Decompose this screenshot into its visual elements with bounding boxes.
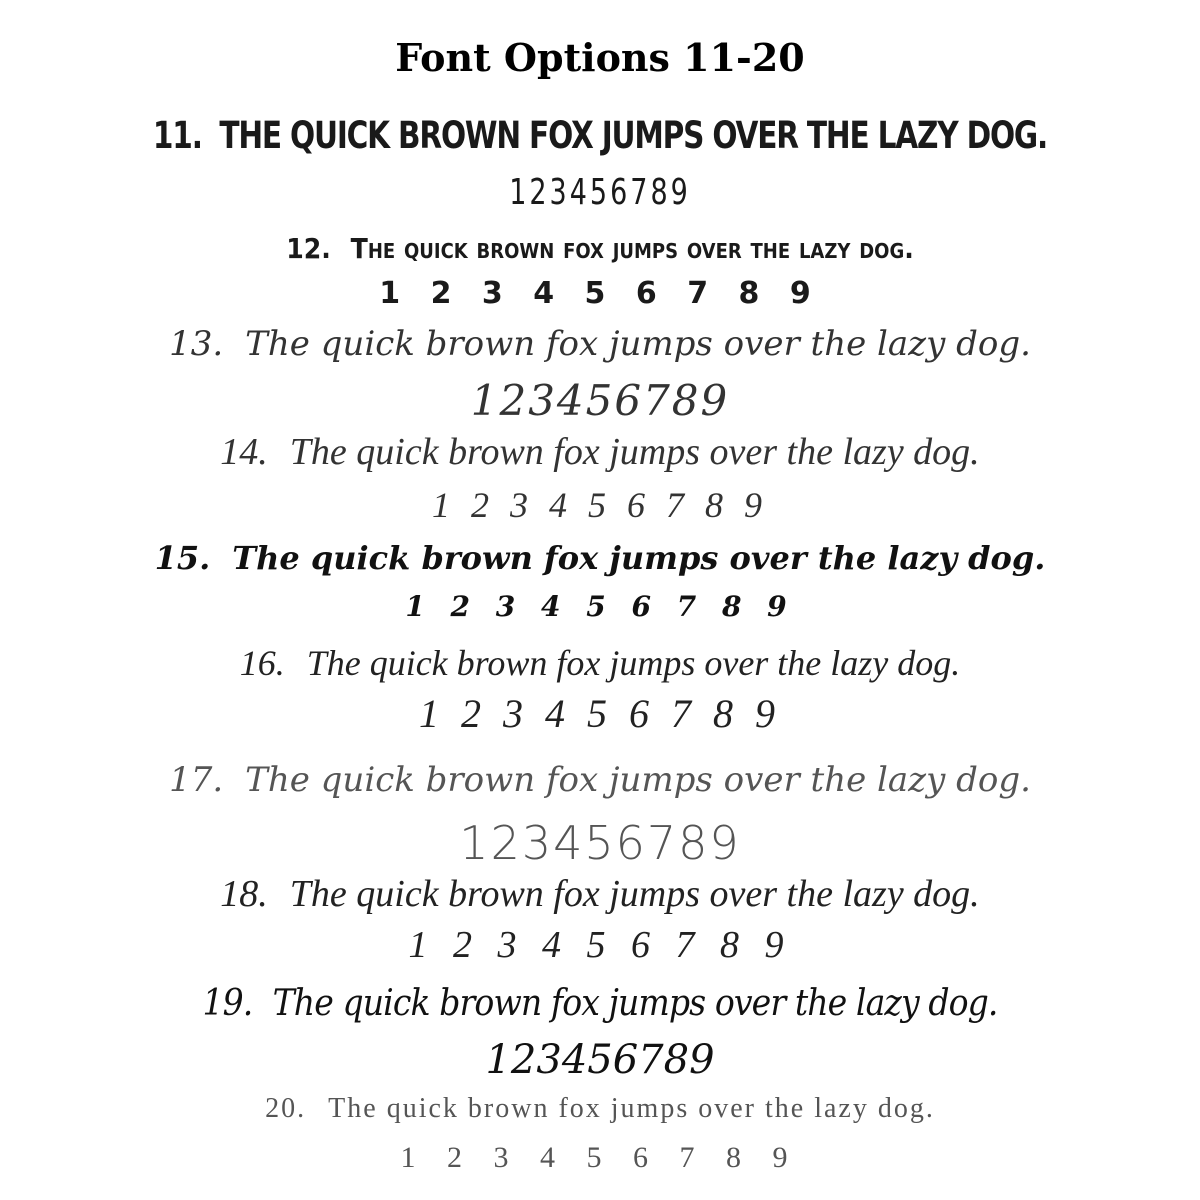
font-18-sample: The quick brown fox jumps over the lazy dog. [289,873,980,915]
font-14-digits: 1 2 3 4 5 6 7 8 9 [432,485,768,525]
font-12-number: 12. [286,232,331,265]
font-12-digits: 1 2 3 4 5 6 7 8 9 [379,276,821,311]
font-19-number: 19. [202,983,253,1024]
font-18-sample-line [0,866,1200,922]
font-12-sample-line [60,226,1140,272]
font-20-sample: The quick brown fox jumps over the lazy dog. [328,1093,935,1124]
page-title: Font Options 11-20 [395,35,805,80]
font-17-digits: 123456789 [459,816,741,870]
font-13-digits: 123456789 [470,376,730,425]
font-20-number: 20. [265,1093,307,1124]
font-14-number: 14. [220,431,268,473]
font-16-digits: 1 2 3 4 5 6 7 8 9 [419,691,781,736]
font-13-number: 13. [169,324,224,364]
font-20-digits: 1 2 3 4 5 6 7 8 9 [400,1141,800,1174]
font-17-number: 17. [169,760,224,800]
font-16-sample-line [0,636,1200,690]
font-12-sample: The quick brown fox jumps over the lazy dog. [350,232,914,265]
font-17-sample-line [0,752,1200,808]
font-20-sample-line [0,1086,1200,1132]
font-13-sample: The quick brown fox jumps over the lazy dog. [245,324,1031,364]
font-11-number: 11. [152,114,202,157]
font-19-sample-line [48,976,1152,1032]
font-11-sample: THE QUICK BROWN FOX JUMPS OVER THE LAZY DOG. [219,114,1048,157]
font-11-digits: 123456789 [509,172,691,213]
font-18-number: 18. [220,873,268,915]
font-19-digits: 123456789 [485,1037,715,1083]
font-15-sample: The quick brown fox jumps over the lazy dog. [232,539,1046,577]
font-19-sample: The quick brown fox jumps over the lazy dog. [272,983,998,1024]
font-17-sample: The quick brown fox jumps over the lazy dog. [245,760,1031,800]
font-15-digits: 1 2 3 4 5 6 7 8 9 [405,590,795,623]
font-11-sample-line [120,108,1080,164]
font-16-sample: The quick brown fox jumps over the lazy dog. [306,643,961,683]
font-16-number: 16. [239,643,285,683]
font-14-sample: The quick brown fox jumps over the lazy dog. [289,431,980,473]
font-13-sample-line [0,316,1200,372]
font-15-number: 15. [154,539,211,577]
font-18-digits: 1 2 3 4 5 6 7 8 9 [408,924,792,966]
font-14-sample-line [0,424,1200,480]
font-15-sample-line [0,532,1200,584]
